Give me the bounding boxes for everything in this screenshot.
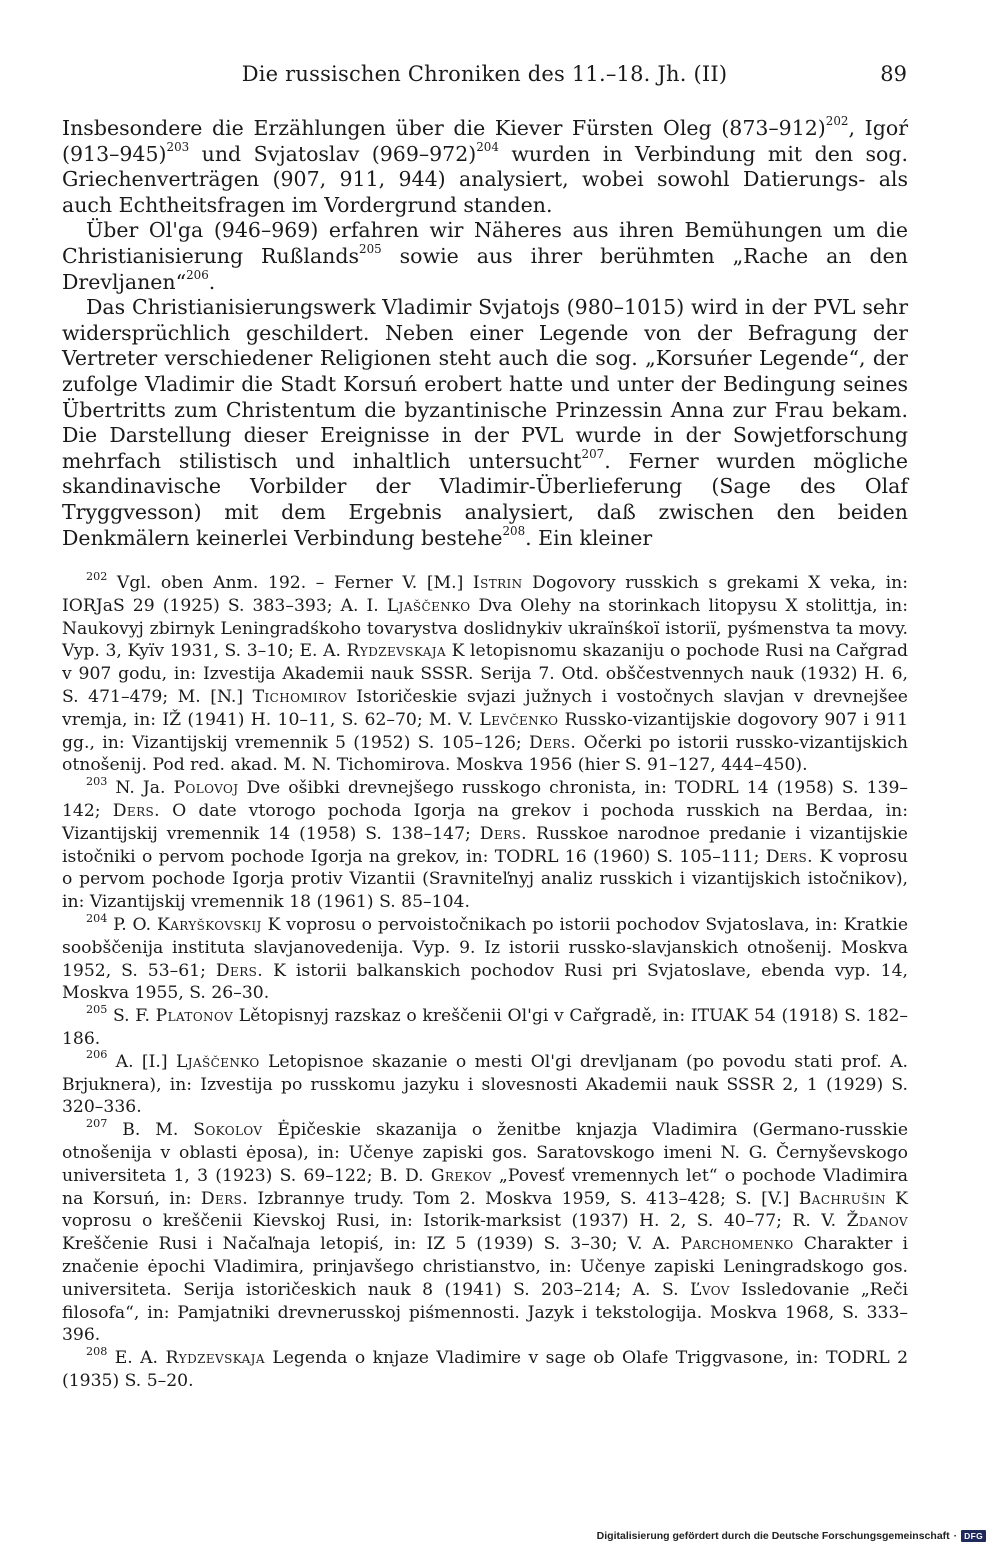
text-run: K voprosu o kreščenii Kievskoj Rusi, in: Istorik-marksist (1937) H. 2, S. 40–77; R. V.	[62, 1188, 908, 1232]
footnote-202	[62, 569, 908, 777]
author-name: Rydzevskaja	[165, 1348, 265, 1369]
author-name: Tichomirov	[252, 686, 347, 707]
text-run: Russkoe narodnoe predanie i vizantijskie istočniki o pervom pochode Igorja na grekov, in: TODRL 16 (1960) S. 105–111;	[62, 823, 908, 867]
text-run: Ėpičeskie skazanija o ženitbe knjazja Vladimira (Germano-russkie otnošenija v oblasti ėposa), in: Učenye zapiski gos. Saratovskogo imeni N. G. Černyševskogo universiteta 1, 3 (1923) S. 69–122; B. D.	[62, 1120, 908, 1186]
author-name: Polovoj	[173, 778, 239, 799]
text-run: Istoričeskie svjazi južnych i vostočnych slavjan v drevnejšee vremja, in: IŽ (1941) H. 10–11, S. 62–70; M. V.	[62, 686, 908, 730]
text-run: Insbesondere die Erzählungen über die Kiever Fürsten Oleg (873–912)	[62, 116, 826, 140]
paragraph-1	[62, 116, 908, 218]
text-run: Očerki po istorii russko-vizantijskich otnošenij. Pod red. akad. M. N. Tichomirova. Moskva 1956 (hier S. 91–127, 444–450).	[62, 732, 908, 776]
text-run: sowie aus ihrer berühmten „Rache an den Drevljanen“	[62, 243, 908, 294]
author-name: Ždanov	[846, 1211, 908, 1232]
author-name: Bachrušin	[798, 1188, 886, 1209]
author-name: Platonov	[155, 1006, 234, 1027]
paragraph-2	[62, 218, 908, 295]
text-run: S. F.	[107, 1006, 156, 1027]
text-run: , Igoŕ (913–945)	[62, 116, 908, 166]
footnote-number: 208	[86, 1344, 108, 1358]
author-name: Ders.	[215, 960, 264, 981]
text-run: „Povesť vremennych let“ o pochode Vladimira na Korsuń, in:	[62, 1165, 908, 1209]
text-run: E. A.	[107, 1348, 166, 1369]
text-run: Legenda o knjaze Vladimire v sage ob Olafe Triggvasone, in: TODRL 2 (1935) S. 5–20.	[62, 1348, 908, 1391]
footnote-ref-205[interactable]: 205	[359, 242, 382, 257]
footnote-208	[62, 1344, 908, 1393]
footnote-205	[62, 1002, 908, 1051]
footnote-number: 206	[86, 1048, 108, 1062]
text-run: K istorii balkanskich pochodov Rusi pri Svjatoslave, ebenda vyp. 14, Moskva 1955, S. 26–30.	[62, 960, 908, 1004]
author-name: Sokolov	[193, 1120, 263, 1141]
author-name: Ljaščenko	[386, 595, 471, 616]
dfg-logo: DFG	[961, 1530, 986, 1542]
page-number: 89	[880, 62, 907, 86]
footnote-number: 203	[86, 774, 108, 788]
footnote-207	[62, 1116, 908, 1347]
author-name: Ders.	[765, 846, 813, 867]
footnote-number: 204	[86, 911, 108, 925]
footnote-ref-208[interactable]: 208	[502, 523, 526, 538]
footnote-204	[62, 911, 908, 1005]
text-run: Über Ol'ga (946–969) erfahren wir Näheres aus ihren Bemühungen um die Christianisierung Rußlands	[62, 218, 908, 268]
footnote-ref-207[interactable]: 207	[581, 447, 605, 462]
author-name: Rydzevskaja	[346, 641, 447, 662]
text-run: P. O.	[107, 914, 157, 935]
text-run: K voprosu o pervoistočnikach po istorii pochodov Svjatoslava, in: Kratkie soobščenija instituta slavjanovedenija. Vyp. 9. Iz istorii russko-slavjanskich otnošenij. Moskva 1952, S. 53–61;	[62, 914, 908, 981]
running-header	[62, 62, 907, 96]
text-run: Letopisnoe skazanie o mesti Ol'gi drevljanam (po povodu stati prof. A. Brjuknera), in: Izvestija po russkomu jazyku i slovesnosti Akademii nauk SSSR 2, 1 (1929) S. 320–336.	[62, 1051, 909, 1118]
author-name: Ders.	[112, 800, 160, 821]
running-title: Die russischen Chroniken des 11.–18. Jh. (II)	[241, 62, 728, 86]
footnote-ref-206[interactable]: 206	[186, 267, 209, 282]
text-run: O date vtorogo pochoda Igorja na grekov i pochoda russkich na Berdaa, in: Vizantijskij vremennik 14 (1958) S. 138–147;	[62, 800, 909, 844]
footer-credit: Digitalisierung gefördert durch die Deutsche Forschungsgemeinschaft	[596, 1530, 950, 1542]
text-run: K voprosu o pervom pochode Igorja protiv Vizantii (Sravniteľnyj analiz russkich i vizantijskich istočnikov), in: Vizantijskij vremennik 18 (1961) S. 85–104.	[62, 846, 908, 913]
text-run: wurden in Verbindung mit den sog. Griechenverträgen (907, 911, 944) analysiert, wobei sowohl Datierungs- als auch Echtheitsfragen im Vordergrund standen.	[62, 141, 908, 217]
main-text	[62, 116, 908, 551]
text-run: A. [I.]	[107, 1051, 176, 1072]
text-run: Dve ošibki drevnejšego russkogo chronista, in: TODRL 14 (1958) S. 139–142;	[62, 778, 908, 821]
footnote-number: 205	[86, 1002, 108, 1016]
author-name: Parchomenko	[680, 1234, 794, 1255]
text-run: Russko-vizantijskie dogovory 907 i 911 gg., in: Vizantijskij vremennik 5 (1952) S. 105–126;	[62, 709, 908, 753]
author-name: Levčenko	[479, 709, 559, 730]
text-run: Lětopisnyj razskaz o kreščenii Ol'gi v Cařgradě, in: ITUAK 54 (1918) S. 182–186.	[62, 1006, 908, 1049]
footnote-203	[62, 774, 909, 914]
author-name: Ľvov	[690, 1279, 730, 1300]
author-name: Ders.	[479, 823, 528, 844]
text-run: Izbrannye trudy. Tom 2. Moskva 1959, S. 413–428; S. [V.]	[248, 1188, 799, 1209]
author-name: Ders.	[200, 1188, 249, 1209]
footnote-ref-202[interactable]: 202	[825, 114, 849, 129]
author-name: Istrin	[472, 573, 523, 593]
text-run: Das Christianisierungswerk Vladimir Svjatojs (980–1015) wird in der PVL sehr widersprüchlich geschildert. Neben einer Legende von der Befragung der Vertreter verschiedener Religionen steht auch die sog. „Korsuńer Legende“, der zufolge Vladimir die Stadt Korsuń erobert hatte und unter der Bedingung seines Übertritts zum Christentum die byzantinische Prinzessin Anna zur Frau bekam. Die Darstellung dieser Ereignisse in der PVL wurde in der Sowjetforschung mehrfach stilistisch und inhaltlich untersucht	[62, 295, 908, 473]
paragraph-3	[62, 295, 908, 551]
author-name: Ljaščenko	[175, 1051, 260, 1072]
text-run: und Svjatoslav (969–972)	[189, 141, 477, 166]
text-run: Dva Olehy na storinkach litopysu X stolittja, in: Naukovyj zbirnyk Leningradśkoho tovarystva doslidnykiv ukraïnśkoï istoriï, pyśmenstva ta movy. Vyp. 3, Kyïv 1931, S. 3–10; E. A.	[62, 595, 908, 662]
footnote-ref-204[interactable]: 204	[476, 139, 499, 154]
text-run: . Ferner wurden mögliche skandinavische Vorbilder der Vladimir-Überlieferung (Sage des Olaf Tryggvesson) mit dem Ergebnis analysiert, daß zwischen den beiden Denkmälern keinerlei Verbindung bestehe	[62, 448, 908, 550]
text-run: . Ein kleiner	[525, 525, 653, 550]
separator: ·	[953, 1530, 958, 1542]
text-run: B. M.	[107, 1120, 194, 1141]
text-run: K letopisnomu skazaniju o pochode Rusi na Cařgrad v 907 godu, in: Izvestija Akademii nauk SSSR. Serija 7. Otd. obščestvennych nauk (1932) H. 6, S. 471–479; M. [N.]	[62, 641, 908, 707]
author-name: Grekov	[430, 1165, 492, 1186]
text-run: N. Ja.	[107, 778, 174, 799]
text-run: Issledovanie „Reči filosofa“, in: Pamjatniki drevnerusskoj piśmennosti. Jazyk i tekstologija. Moskva 1968, S. 333–396.	[62, 1279, 908, 1346]
footnotes	[62, 569, 909, 1393]
text-run: Vgl. oben Anm. 192. – Ferner V. [M.]	[107, 573, 473, 593]
text-run: .	[208, 269, 216, 294]
author-name: Karyškovskij	[156, 914, 262, 935]
footnote-number: 207	[86, 1116, 108, 1130]
footnote-number: 202	[86, 569, 108, 583]
text-run: Kreščenie Rusi i Načaľnaja letopiś, in: IZ 5 (1939) S. 3–30; V. A.	[62, 1234, 681, 1255]
footnote-206	[62, 1048, 909, 1119]
text-run: Charakter i značenie ėpochi Vladimira, prinjavšego christianstvo, in: Učenye zapiski Leningradskogo gos. universiteta. Serija istoričeskich nauk 8 (1941) S. 203–214; A. S.	[62, 1234, 908, 1300]
digitization-footer	[597, 1530, 986, 1542]
text-run: Dogovory russkich s grekami X veka, in: IORJaS 29 (1925) S. 383–393; A. I.	[62, 573, 908, 616]
footnote-ref-203[interactable]: 203	[166, 139, 190, 154]
author-name: Ders.	[529, 732, 577, 753]
